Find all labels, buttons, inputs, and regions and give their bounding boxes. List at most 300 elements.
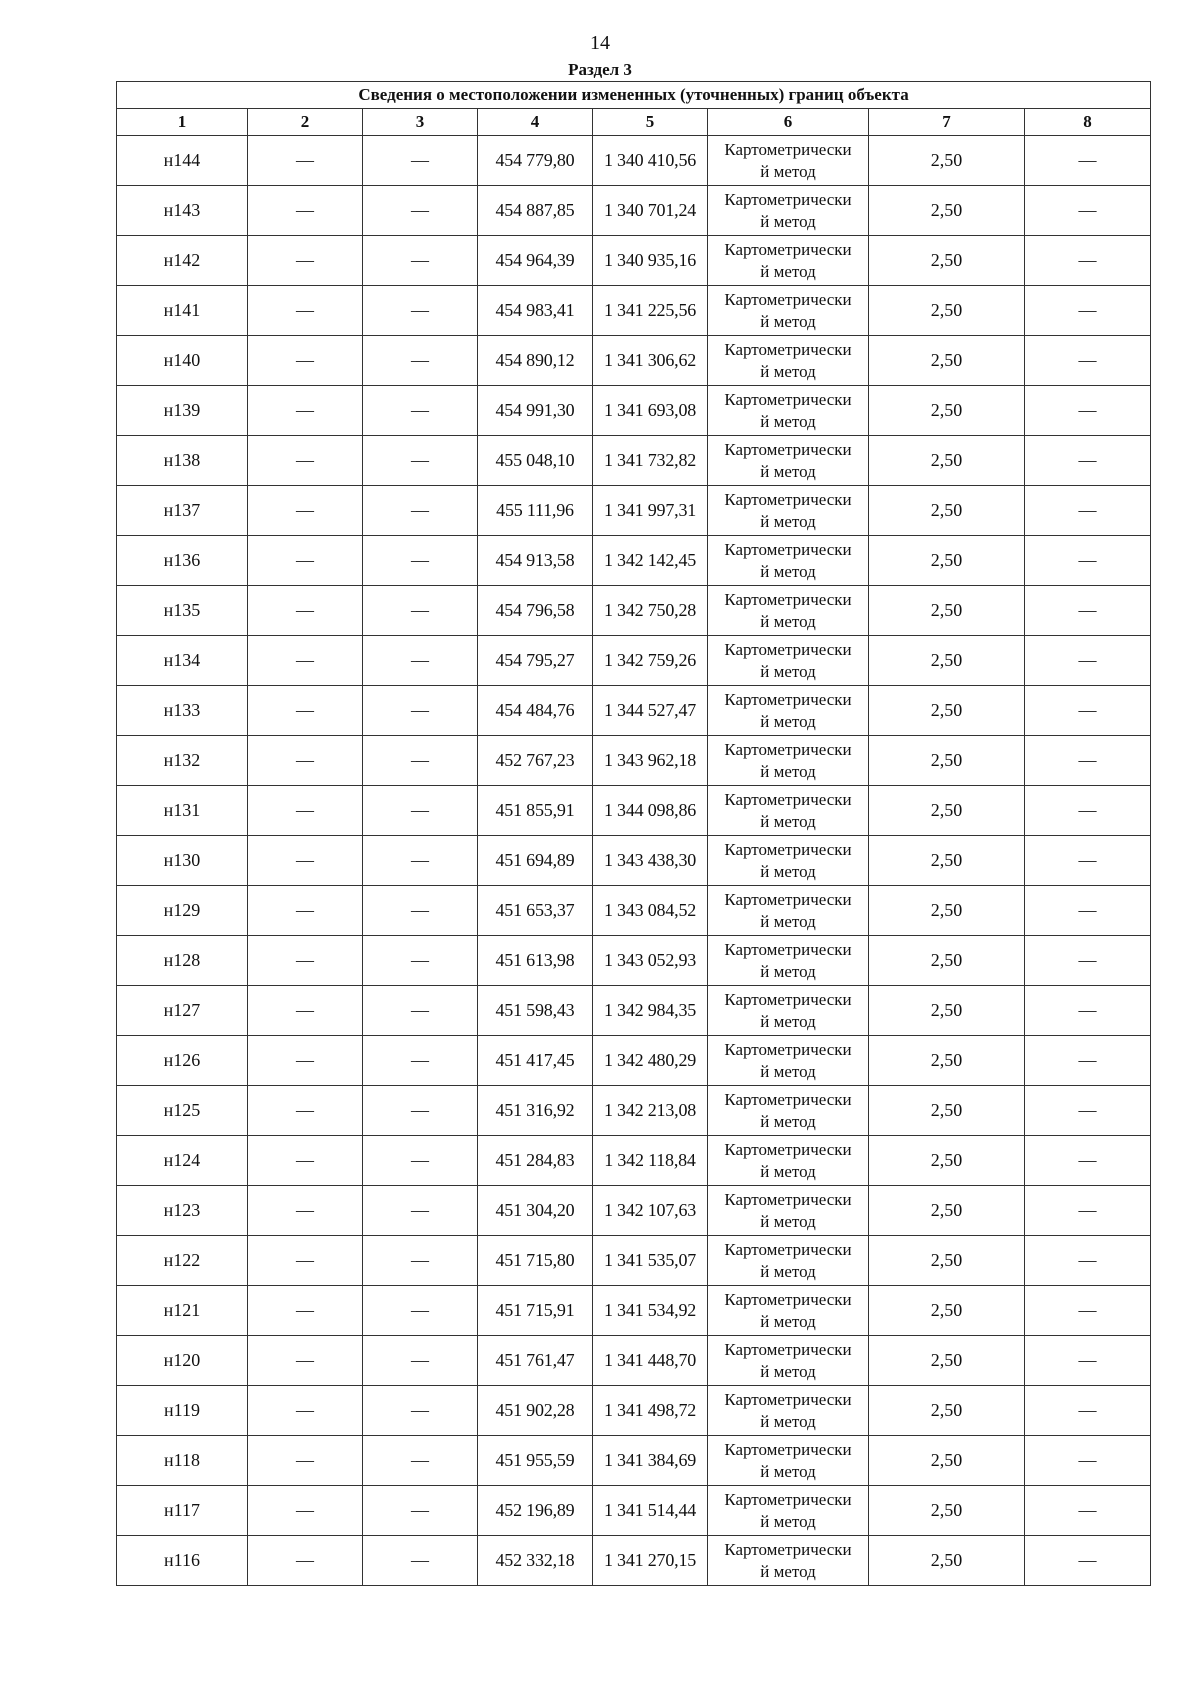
column-2-cell: —: [248, 786, 363, 836]
accuracy-cell: 2,50: [869, 1286, 1025, 1336]
table-row: [117, 386, 1151, 436]
point-id-cell: н133: [117, 686, 248, 736]
method-cell: [708, 936, 869, 986]
column-2-cell: —: [248, 936, 363, 986]
column-8-cell: —: [1025, 1436, 1151, 1486]
column-2-cell: —: [248, 1486, 363, 1536]
coordinate-y-cell: 1 343 052,93: [593, 936, 708, 986]
method-text-line-1: Картометрически: [724, 539, 852, 559]
method-text-line-1: Картометрически: [724, 1039, 852, 1059]
table-row: [117, 1186, 1151, 1236]
table-caption: Сведения о местоположении измененных (уточненных) границ объекта: [117, 82, 1151, 109]
column-3-cell: —: [363, 1136, 478, 1186]
column-header: 2: [248, 109, 363, 136]
column-3-cell: —: [363, 1336, 478, 1386]
method-cell: [708, 1486, 869, 1536]
point-id-cell: н127: [117, 986, 248, 1036]
point-id-cell: н120: [117, 1336, 248, 1386]
column-2-cell: —: [248, 1036, 363, 1086]
column-2-cell: —: [248, 1236, 363, 1286]
method-text-line-2: й метод: [760, 611, 816, 631]
coordinate-x-cell: 451 955,59: [478, 1436, 593, 1486]
page-number: 14: [590, 32, 610, 54]
method-text-line-2: й метод: [760, 1361, 816, 1381]
method-text-line-1: Картометрически: [724, 589, 852, 609]
column-8-cell: —: [1025, 636, 1151, 686]
table-row: [117, 1236, 1151, 1286]
table-row: [117, 286, 1151, 336]
accuracy-cell: 2,50: [869, 486, 1025, 536]
accuracy-cell: 2,50: [869, 786, 1025, 836]
coordinate-y-cell: 1 340 935,16: [593, 236, 708, 286]
method-cell: [708, 886, 869, 936]
column-8-cell: —: [1025, 186, 1151, 236]
column-header: 6: [708, 109, 869, 136]
method-text-line-1: Картометрически: [724, 1189, 852, 1209]
method-cell: [708, 686, 869, 736]
method-cell: [708, 636, 869, 686]
column-2-cell: —: [248, 1436, 363, 1486]
section-title: Раздел 3: [568, 60, 632, 79]
table-row: [117, 986, 1151, 1036]
accuracy-cell: 2,50: [869, 436, 1025, 486]
column-8-cell: —: [1025, 336, 1151, 386]
method-cell: [708, 1086, 869, 1136]
column-8-cell: —: [1025, 286, 1151, 336]
column-3-cell: —: [363, 186, 478, 236]
method-text-line-1: Картометрически: [724, 189, 852, 209]
method-cell: [708, 186, 869, 236]
table-row: [117, 486, 1151, 536]
accuracy-cell: 2,50: [869, 586, 1025, 636]
column-2-cell: —: [248, 236, 363, 286]
method-text-line-2: й метод: [760, 661, 816, 681]
coordinate-x-cell: 454 795,27: [478, 636, 593, 686]
column-8-cell: —: [1025, 1036, 1151, 1086]
column-header: 7: [869, 109, 1025, 136]
column-2-cell: —: [248, 686, 363, 736]
table-row: [117, 1536, 1151, 1586]
coordinate-x-cell: 451 855,91: [478, 786, 593, 836]
point-id-cell: н126: [117, 1036, 248, 1086]
column-8-cell: —: [1025, 1236, 1151, 1286]
method-text-line-2: й метод: [760, 961, 816, 981]
point-id-cell: н129: [117, 886, 248, 936]
coordinate-y-cell: 1 342 107,63: [593, 1186, 708, 1236]
method-text-line-1: Картометрически: [724, 989, 852, 1009]
column-3-cell: —: [363, 836, 478, 886]
point-id-cell: н143: [117, 186, 248, 236]
method-text-line-1: Картометрически: [724, 839, 852, 859]
accuracy-cell: 2,50: [869, 1236, 1025, 1286]
coordinate-x-cell: 454 796,58: [478, 586, 593, 636]
column-2-cell: —: [248, 1336, 363, 1386]
coordinate-y-cell: 1 341 997,31: [593, 486, 708, 536]
coordinate-x-cell: 454 890,12: [478, 336, 593, 386]
method-text-line-2: й метод: [760, 1111, 816, 1131]
table-row: [117, 586, 1151, 636]
table-row: [117, 736, 1151, 786]
table-row: [117, 1486, 1151, 1536]
column-3-cell: —: [363, 986, 478, 1036]
method-cell: [708, 536, 869, 586]
coordinate-y-cell: 1 340 701,24: [593, 186, 708, 236]
method-cell: [708, 336, 869, 386]
table-row: [117, 936, 1151, 986]
coordinate-y-cell: 1 342 750,28: [593, 586, 708, 636]
method-text-line-2: й метод: [760, 1261, 816, 1281]
method-cell: [708, 736, 869, 786]
table-header-row: [117, 109, 1151, 136]
column-8-cell: —: [1025, 1186, 1151, 1236]
point-id-cell: н125: [117, 1086, 248, 1136]
accuracy-cell: 2,50: [869, 1136, 1025, 1186]
coordinate-x-cell: 454 964,39: [478, 236, 593, 286]
coordinate-x-cell: 452 767,23: [478, 736, 593, 786]
coordinate-x-cell: 454 484,76: [478, 686, 593, 736]
column-2-cell: —: [248, 536, 363, 586]
method-text-line-2: й метод: [760, 511, 816, 531]
accuracy-cell: 2,50: [869, 336, 1025, 386]
table-row: [117, 1336, 1151, 1386]
point-id-cell: н130: [117, 836, 248, 886]
table-row: [117, 1286, 1151, 1336]
method-text-line-2: й метод: [760, 711, 816, 731]
coordinate-y-cell: 1 341 514,44: [593, 1486, 708, 1536]
coordinate-x-cell: 454 991,30: [478, 386, 593, 436]
accuracy-cell: 2,50: [869, 936, 1025, 986]
accuracy-cell: 2,50: [869, 886, 1025, 936]
coordinate-y-cell: 1 340 410,56: [593, 136, 708, 186]
method-text-line-2: й метод: [760, 1161, 816, 1181]
coordinate-x-cell: 451 653,37: [478, 886, 593, 936]
method-cell: [708, 986, 869, 1036]
method-cell: [708, 1386, 869, 1436]
accuracy-cell: 2,50: [869, 986, 1025, 1036]
column-8-cell: —: [1025, 536, 1151, 586]
column-3-cell: —: [363, 586, 478, 636]
column-3-cell: —: [363, 1036, 478, 1086]
column-2-cell: —: [248, 986, 363, 1036]
accuracy-cell: 2,50: [869, 1536, 1025, 1586]
method-cell: [708, 1236, 869, 1286]
method-text-line-1: Картометрически: [724, 1489, 852, 1509]
table-row: [117, 336, 1151, 386]
column-2-cell: —: [248, 186, 363, 236]
point-id-cell: н135: [117, 586, 248, 636]
table-row: [117, 636, 1151, 686]
column-3-cell: —: [363, 936, 478, 986]
column-2-cell: —: [248, 1536, 363, 1586]
method-text-line-1: Картометрически: [724, 1389, 852, 1409]
coordinate-x-cell: 452 332,18: [478, 1536, 593, 1586]
method-cell: [708, 1336, 869, 1386]
point-id-cell: н144: [117, 136, 248, 186]
accuracy-cell: 2,50: [869, 836, 1025, 886]
point-id-cell: н136: [117, 536, 248, 586]
column-3-cell: —: [363, 1536, 478, 1586]
column-8-cell: —: [1025, 1386, 1151, 1436]
method-cell: [708, 1286, 869, 1336]
point-id-cell: н117: [117, 1486, 248, 1536]
coordinate-x-cell: 452 196,89: [478, 1486, 593, 1536]
coordinate-y-cell: 1 342 759,26: [593, 636, 708, 686]
method-text-line-1: Картометрически: [724, 439, 852, 459]
column-3-cell: —: [363, 1286, 478, 1336]
column-8-cell: —: [1025, 236, 1151, 286]
accuracy-cell: 2,50: [869, 1436, 1025, 1486]
coordinate-y-cell: 1 341 498,72: [593, 1386, 708, 1436]
method-cell: [708, 486, 869, 536]
column-2-cell: —: [248, 436, 363, 486]
method-text-line-2: й метод: [760, 1011, 816, 1031]
accuracy-cell: 2,50: [869, 536, 1025, 586]
method-text-line-1: Картометрически: [724, 889, 852, 909]
column-3-cell: —: [363, 386, 478, 436]
table-row: [117, 536, 1151, 586]
point-id-cell: н137: [117, 486, 248, 536]
column-header: 1: [117, 109, 248, 136]
column-8-cell: —: [1025, 136, 1151, 186]
method-text-line-1: Картометрически: [724, 939, 852, 959]
method-text-line-2: й метод: [760, 1311, 816, 1331]
column-3-cell: —: [363, 236, 478, 286]
table-row: [117, 836, 1151, 886]
method-cell: [708, 836, 869, 886]
accuracy-cell: 2,50: [869, 1036, 1025, 1086]
column-header: 3: [363, 109, 478, 136]
point-id-cell: н119: [117, 1386, 248, 1436]
coordinate-y-cell: 1 344 098,86: [593, 786, 708, 836]
coordinate-y-cell: 1 343 962,18: [593, 736, 708, 786]
method-text-line-2: й метод: [760, 1461, 816, 1481]
accuracy-cell: 2,50: [869, 636, 1025, 686]
column-3-cell: —: [363, 1386, 478, 1436]
method-text-line-1: Картометрически: [724, 489, 852, 509]
column-8-cell: —: [1025, 1486, 1151, 1536]
method-text-line-1: Картометрически: [724, 389, 852, 409]
method-text-line-1: Картометрически: [724, 1339, 852, 1359]
point-id-cell: н128: [117, 936, 248, 986]
column-3-cell: —: [363, 136, 478, 186]
coordinate-y-cell: 1 342 480,29: [593, 1036, 708, 1086]
accuracy-cell: 2,50: [869, 136, 1025, 186]
column-2-cell: —: [248, 836, 363, 886]
point-id-cell: н142: [117, 236, 248, 286]
column-2-cell: —: [248, 736, 363, 786]
column-8-cell: —: [1025, 736, 1151, 786]
method-text-line-1: Картометрически: [724, 1439, 852, 1459]
coordinate-y-cell: 1 342 984,35: [593, 986, 708, 1036]
column-2-cell: —: [248, 1386, 363, 1436]
method-cell: [708, 236, 869, 286]
coordinate-y-cell: 1 341 225,56: [593, 286, 708, 336]
coordinate-y-cell: 1 342 213,08: [593, 1086, 708, 1136]
table-row: [117, 786, 1151, 836]
accuracy-cell: 2,50: [869, 1186, 1025, 1236]
column-3-cell: —: [363, 1236, 478, 1286]
column-2-cell: —: [248, 1086, 363, 1136]
accuracy-cell: 2,50: [869, 736, 1025, 786]
point-id-cell: н123: [117, 1186, 248, 1236]
column-8-cell: —: [1025, 936, 1151, 986]
column-3-cell: —: [363, 536, 478, 586]
method-text-line-1: Картометрически: [724, 1089, 852, 1109]
column-3-cell: —: [363, 736, 478, 786]
column-2-cell: —: [248, 1186, 363, 1236]
coordinate-x-cell: 451 694,89: [478, 836, 593, 886]
accuracy-cell: 2,50: [869, 286, 1025, 336]
column-8-cell: —: [1025, 436, 1151, 486]
point-id-cell: н122: [117, 1236, 248, 1286]
method-text-line-2: й метод: [760, 361, 816, 381]
coordinate-y-cell: 1 344 527,47: [593, 686, 708, 736]
method-cell: [708, 386, 869, 436]
point-id-cell: н138: [117, 436, 248, 486]
coordinate-x-cell: 451 715,80: [478, 1236, 593, 1286]
method-text-line-2: й метод: [760, 161, 816, 181]
coordinate-x-cell: 451 304,20: [478, 1186, 593, 1236]
column-3-cell: —: [363, 286, 478, 336]
method-text-line-2: й метод: [760, 1061, 816, 1081]
column-3-cell: —: [363, 786, 478, 836]
accuracy-cell: 2,50: [869, 386, 1025, 436]
column-8-cell: —: [1025, 1136, 1151, 1186]
accuracy-cell: 2,50: [869, 186, 1025, 236]
method-text-line-1: Картометрически: [724, 289, 852, 309]
coordinate-x-cell: 455 048,10: [478, 436, 593, 486]
column-3-cell: —: [363, 636, 478, 686]
method-text-line-1: Картометрически: [724, 139, 852, 159]
column-8-cell: —: [1025, 786, 1151, 836]
coordinate-y-cell: 1 341 732,82: [593, 436, 708, 486]
accuracy-cell: 2,50: [869, 236, 1025, 286]
column-8-cell: —: [1025, 386, 1151, 436]
coordinate-x-cell: 451 613,98: [478, 936, 593, 986]
column-8-cell: —: [1025, 486, 1151, 536]
column-8-cell: —: [1025, 1286, 1151, 1336]
table-row: [117, 1436, 1151, 1486]
table-row: [117, 886, 1151, 936]
method-text-line-2: й метод: [760, 911, 816, 931]
coordinate-y-cell: 1 341 535,07: [593, 1236, 708, 1286]
point-id-cell: н139: [117, 386, 248, 436]
coordinate-x-cell: 451 715,91: [478, 1286, 593, 1336]
boundary-coordinates-table: [116, 81, 1151, 1586]
coordinate-y-cell: 1 341 448,70: [593, 1336, 708, 1386]
table-row: [117, 1136, 1151, 1186]
method-text-line-2: й метод: [760, 1511, 816, 1531]
method-cell: [708, 1136, 869, 1186]
point-id-cell: н121: [117, 1286, 248, 1336]
point-id-cell: н140: [117, 336, 248, 386]
coordinate-y-cell: 1 341 306,62: [593, 336, 708, 386]
coordinate-y-cell: 1 343 084,52: [593, 886, 708, 936]
method-text-line-1: Картометрически: [724, 1289, 852, 1309]
column-header: 8: [1025, 109, 1151, 136]
method-text-line-2: й метод: [760, 1561, 816, 1581]
coordinate-x-cell: 454 779,80: [478, 136, 593, 186]
accuracy-cell: 2,50: [869, 686, 1025, 736]
column-2-cell: —: [248, 1136, 363, 1186]
column-8-cell: —: [1025, 1536, 1151, 1586]
column-3-cell: —: [363, 1486, 478, 1536]
column-3-cell: —: [363, 436, 478, 486]
table-row: [117, 136, 1151, 186]
coordinate-x-cell: 451 902,28: [478, 1386, 593, 1436]
coordinate-y-cell: 1 341 693,08: [593, 386, 708, 436]
column-3-cell: —: [363, 1436, 478, 1486]
table-row: [117, 436, 1151, 486]
point-id-cell: н132: [117, 736, 248, 786]
method-text-line-1: Картометрически: [724, 339, 852, 359]
method-text-line-2: й метод: [760, 411, 816, 431]
method-text-line-2: й метод: [760, 211, 816, 231]
table-row: [117, 1086, 1151, 1136]
column-8-cell: —: [1025, 586, 1151, 636]
coordinate-y-cell: 1 341 384,69: [593, 1436, 708, 1486]
column-header: 4: [478, 109, 593, 136]
coordinate-x-cell: 454 913,58: [478, 536, 593, 586]
column-2-cell: —: [248, 136, 363, 186]
method-text-line-1: Картометрически: [724, 739, 852, 759]
column-3-cell: —: [363, 486, 478, 536]
column-header: 5: [593, 109, 708, 136]
method-text-line-2: й метод: [760, 561, 816, 581]
table-row: [117, 1036, 1151, 1086]
table-row: [117, 236, 1151, 286]
point-id-cell: н131: [117, 786, 248, 836]
method-text-line-2: й метод: [760, 1211, 816, 1231]
method-text-line-1: Картометрически: [724, 1139, 852, 1159]
table-row: [117, 1386, 1151, 1436]
column-8-cell: —: [1025, 836, 1151, 886]
column-2-cell: —: [248, 286, 363, 336]
point-id-cell: н116: [117, 1536, 248, 1586]
column-3-cell: —: [363, 336, 478, 386]
method-cell: [708, 1436, 869, 1486]
method-text-line-2: й метод: [760, 461, 816, 481]
column-2-cell: —: [248, 636, 363, 686]
coordinate-y-cell: 1 341 534,92: [593, 1286, 708, 1336]
method-cell: [708, 1536, 869, 1586]
method-cell: [708, 286, 869, 336]
method-text-line-2: й метод: [760, 261, 816, 281]
point-id-cell: н141: [117, 286, 248, 336]
method-cell: [708, 436, 869, 486]
coordinate-x-cell: 454 983,41: [478, 286, 593, 336]
coordinate-y-cell: 1 343 438,30: [593, 836, 708, 886]
coordinate-y-cell: 1 342 142,45: [593, 536, 708, 586]
column-8-cell: —: [1025, 886, 1151, 936]
coordinate-y-cell: 1 341 270,15: [593, 1536, 708, 1586]
column-8-cell: —: [1025, 1086, 1151, 1136]
coordinate-x-cell: 454 887,85: [478, 186, 593, 236]
column-3-cell: —: [363, 1086, 478, 1136]
column-8-cell: —: [1025, 686, 1151, 736]
method-text-line-1: Картометрически: [724, 239, 852, 259]
coordinate-x-cell: 455 111,96: [478, 486, 593, 536]
table-row: [117, 186, 1151, 236]
coordinate-x-cell: 451 761,47: [478, 1336, 593, 1386]
coordinate-x-cell: 451 284,83: [478, 1136, 593, 1186]
point-id-cell: н124: [117, 1136, 248, 1186]
column-2-cell: —: [248, 336, 363, 386]
method-cell: [708, 786, 869, 836]
method-cell: [708, 586, 869, 636]
column-2-cell: —: [248, 386, 363, 436]
column-3-cell: —: [363, 1186, 478, 1236]
